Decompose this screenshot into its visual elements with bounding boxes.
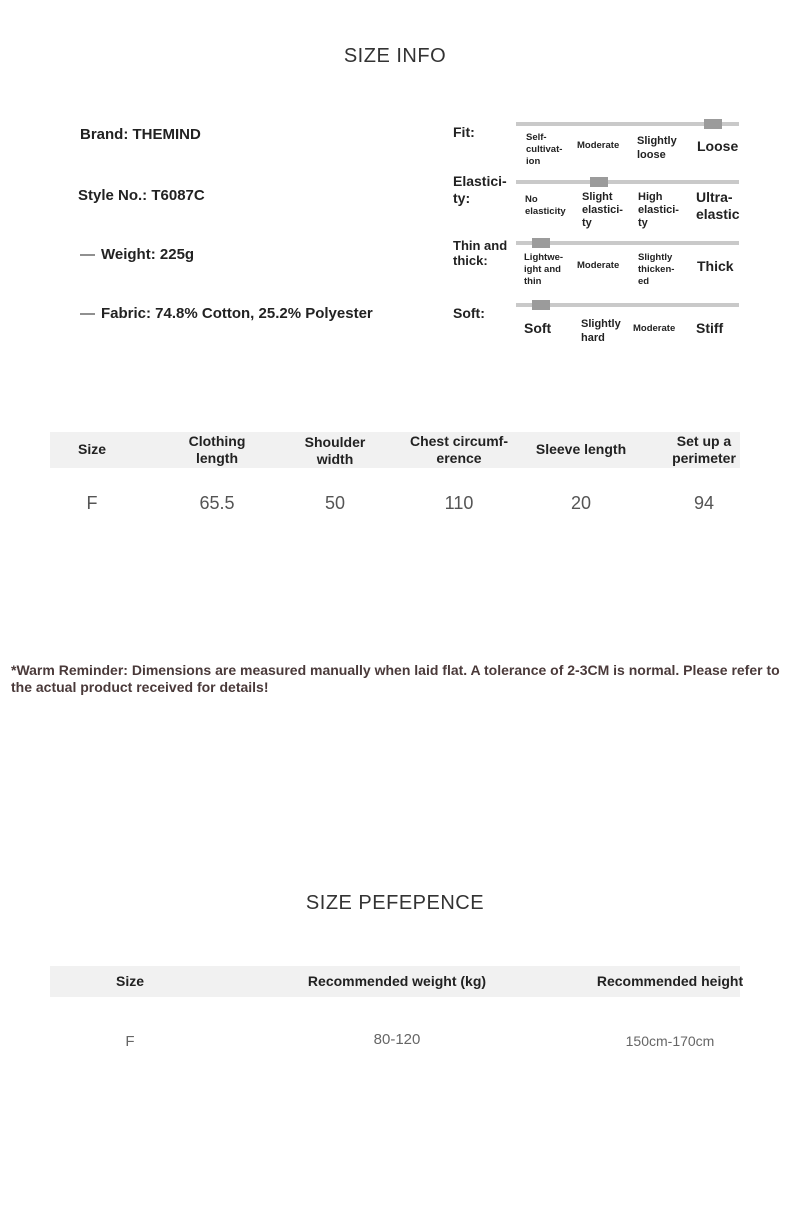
perimeter-header: Set up a perimeter: [672, 433, 736, 466]
fit-track: [516, 122, 739, 126]
ref-size-header: Size: [115, 973, 144, 989]
fit-option-3: Slightly loose: [637, 135, 677, 161]
thickness-label: Thin and thick:: [453, 238, 508, 268]
fit-knob: [704, 119, 722, 129]
size-cell: F: [86, 493, 98, 513]
fabric-dash: —: [80, 305, 95, 322]
fabric-line: [80, 305, 373, 322]
fabric-text: Fabric: 74.8% Cotton, 25.2% Polyester: [101, 305, 373, 322]
fit-option-4: Loose: [697, 138, 739, 154]
recommended-weight-cell: 80-120: [373, 1031, 421, 1048]
elasticity-option-1: No elasticity: [525, 194, 566, 217]
weight-dash: —: [80, 246, 95, 263]
fit-option-1: Self-cultivat-ion: [526, 132, 563, 167]
perimeter-cell: 94: [693, 493, 715, 513]
size-info-title: SIZE INFO: [343, 45, 447, 67]
sleeve-length-cell: 20: [570, 493, 592, 513]
size-header: Size: [77, 441, 106, 457]
elasticity-option-4: Ultra-elastic: [696, 189, 740, 222]
clothing-length-header: Clothing length: [188, 433, 246, 466]
softness-label: Soft:: [453, 305, 485, 321]
size-reference-title: SIZE PEFEPENCE: [305, 892, 485, 914]
weight-line: [80, 246, 194, 263]
weight-text: Weight: 225g: [101, 246, 195, 263]
recommended-height-cell: 150cm-170cm: [625, 1033, 715, 1049]
warm-reminder: *Warm Reminder: Dimensions are measured manually when laid flat. A tolerance of 2-3CM is normal. Please refer to the actual product received for details!: [11, 662, 780, 695]
fit-option-2: Moderate: [577, 140, 620, 151]
softness-track: [516, 303, 739, 307]
softness-option-2: Slightly hard: [581, 318, 621, 344]
softness-option-3: Moderate: [633, 323, 676, 334]
size-table-header: [50, 432, 740, 468]
brand-line: [80, 126, 201, 143]
elasticity-track: [516, 180, 739, 184]
fit-label: Fit:: [453, 124, 475, 140]
sleeve-length-header: Sleeve length: [535, 441, 627, 457]
softness-knob: [532, 300, 550, 310]
recommended-height-header: Recommended height: [596, 973, 744, 989]
brand-text: Brand: THEMIND: [80, 126, 201, 143]
ref-size-cell: F: [125, 1033, 135, 1050]
elasticity-label: Elastici-ty:: [453, 173, 507, 206]
recommended-weight-header: Recommended weight (kg): [307, 973, 487, 989]
thickness-option-2: Moderate: [577, 260, 620, 271]
shoulder-width-header: Shoulder width: [304, 434, 366, 467]
softness-option-1: Soft: [524, 320, 552, 336]
elasticity-knob: [590, 177, 608, 187]
chest-cell: 110: [444, 493, 474, 513]
style-no-line: [78, 187, 205, 204]
chest-header: Chest circumf-erence: [409, 433, 509, 466]
thickness-option-3: Slightly thicken-ed: [638, 252, 675, 287]
style-no-text: Style No.: T6087C: [78, 187, 205, 204]
thickness-track: [516, 241, 739, 245]
thickness-knob: [532, 238, 550, 248]
shoulder-width-cell: 50: [324, 493, 346, 513]
clothing-length-cell: 65.5: [199, 493, 235, 513]
elasticity-option-3: High elastici-ty: [638, 191, 679, 229]
softness-option-4: Stiff: [696, 320, 724, 336]
thickness-option-1: Lightwe-ight and thin: [524, 252, 564, 287]
thickness-option-4: Thick: [697, 258, 734, 274]
elasticity-option-2: Slight elastici-ty: [582, 191, 623, 229]
